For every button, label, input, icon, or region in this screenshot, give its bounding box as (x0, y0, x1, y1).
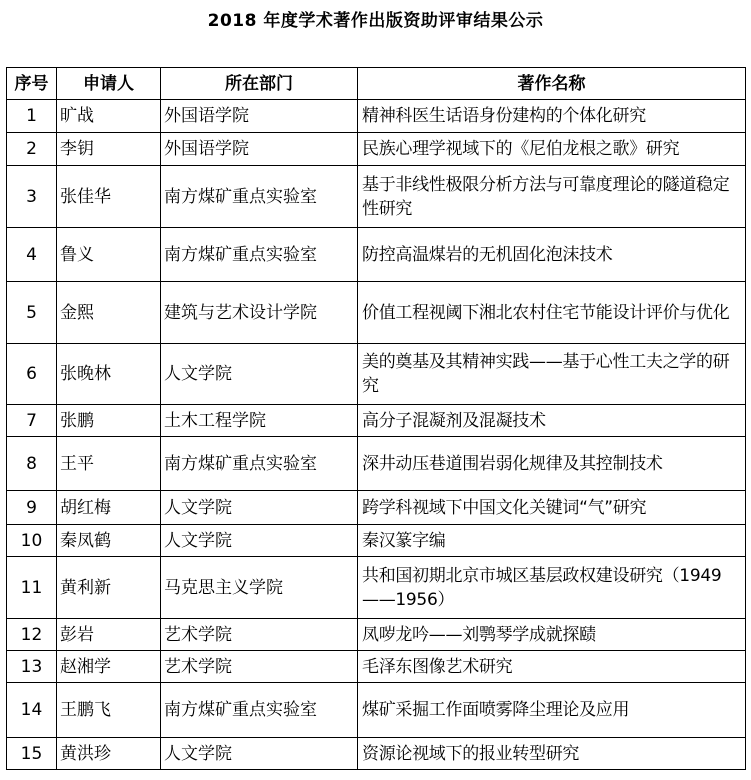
cell-no: 15 (7, 738, 57, 770)
cell-no: 8 (7, 437, 57, 491)
cell-work-title: 精神科医生话语身份建构的个体化研究 (358, 100, 746, 133)
cell-department: 南方煤矿重点实验室 (161, 166, 358, 228)
column-header-department: 所在部门 (161, 68, 358, 100)
table-row (7, 133, 746, 166)
cell-applicant: 黄洪珍 (57, 738, 161, 770)
cell-work-title: 美的奠基及其精神实践——基于心性工夫之学的研究 (358, 344, 746, 405)
cell-no: 5 (7, 282, 57, 344)
table-row (7, 651, 746, 683)
table-row (7, 683, 746, 738)
cell-work-title: 资源论视域下的报业转型研究 (358, 738, 746, 770)
cell-no: 7 (7, 405, 57, 437)
cell-department: 艺术学院 (161, 651, 358, 683)
table-row (7, 228, 746, 282)
cell-department: 人文学院 (161, 738, 358, 770)
cell-no: 3 (7, 166, 57, 228)
cell-applicant: 赵湘学 (57, 651, 161, 683)
cell-no: 6 (7, 344, 57, 405)
table-row (7, 344, 746, 405)
cell-applicant: 黄利新 (57, 557, 161, 619)
cell-work-title: 高分子混凝剂及混凝技术 (358, 405, 746, 437)
table-row (7, 100, 746, 133)
cell-work-title: 价值工程视阈下湘北农村住宅节能设计评价与优化 (358, 282, 746, 344)
cell-applicant: 张鹏 (57, 405, 161, 437)
cell-no: 4 (7, 228, 57, 282)
cell-work-title: 凤哕龙吟——刘鹗琴学成就探赜 (358, 619, 746, 651)
cell-no: 10 (7, 525, 57, 557)
table-row (7, 166, 746, 228)
cell-work-title: 基于非线性极限分析方法与可靠度理论的隧道稳定性研究 (358, 166, 746, 228)
column-header-no: 序号 (7, 68, 57, 100)
cell-no: 1 (7, 100, 57, 133)
cell-applicant: 彭岩 (57, 619, 161, 651)
cell-no: 14 (7, 683, 57, 738)
cell-work-title: 跨学科视域下中国文化关键词“气”研究 (358, 491, 746, 525)
cell-no: 12 (7, 619, 57, 651)
cell-work-title: 防控高温煤岩的无机固化泡沫技术 (358, 228, 746, 282)
column-header-applicant: 申请人 (57, 68, 161, 100)
page-title: 2018 年度学术著作出版资助评审结果公示 (207, 11, 544, 31)
results-table (6, 67, 746, 770)
cell-no: 2 (7, 133, 57, 166)
table-row (7, 738, 746, 770)
cell-applicant: 金熙 (57, 282, 161, 344)
table-row (7, 437, 746, 491)
cell-applicant: 李钥 (57, 133, 161, 166)
cell-department: 人文学院 (161, 525, 358, 557)
cell-work-title: 煤矿采掘工作面喷雾降尘理论及应用 (358, 683, 746, 738)
table-row (7, 525, 746, 557)
table-row (7, 557, 746, 619)
cell-applicant: 王鹏飞 (57, 683, 161, 738)
cell-applicant: 旷战 (57, 100, 161, 133)
cell-department: 人文学院 (161, 491, 358, 525)
cell-department: 南方煤矿重点实验室 (161, 437, 358, 491)
cell-applicant: 王平 (57, 437, 161, 491)
cell-applicant: 胡红梅 (57, 491, 161, 525)
cell-applicant: 张晚林 (57, 344, 161, 405)
cell-applicant: 鲁义 (57, 228, 161, 282)
cell-department: 马克思主义学院 (161, 557, 358, 619)
cell-department: 南方煤矿重点实验室 (161, 228, 358, 282)
cell-department: 土木工程学院 (161, 405, 358, 437)
table-row (7, 491, 746, 525)
cell-no: 11 (7, 557, 57, 619)
cell-department: 人文学院 (161, 344, 358, 405)
cell-department: 艺术学院 (161, 619, 358, 651)
column-header-work-title: 著作名称 (358, 68, 746, 100)
table-header-row (7, 68, 746, 100)
table-row (7, 619, 746, 651)
cell-no: 9 (7, 491, 57, 525)
cell-applicant: 张佳华 (57, 166, 161, 228)
cell-work-title: 共和国初期北京市城区基层政权建设研究（1949——1956） (358, 557, 746, 619)
cell-work-title: 深井动压巷道围岩弱化规律及其控制技术 (358, 437, 746, 491)
cell-no: 13 (7, 651, 57, 683)
cell-department: 建筑与艺术设计学院 (161, 282, 358, 344)
cell-work-title: 秦汉篆字编 (358, 525, 746, 557)
cell-work-title: 毛泽东图像艺术研究 (358, 651, 746, 683)
cell-work-title: 民族心理学视域下的《尼伯龙根之歌》研究 (358, 133, 746, 166)
table-row (7, 282, 746, 344)
cell-department: 南方煤矿重点实验室 (161, 683, 358, 738)
table-row (7, 405, 746, 437)
cell-department: 外国语学院 (161, 133, 358, 166)
cell-department: 外国语学院 (161, 100, 358, 133)
cell-applicant: 秦凤鹤 (57, 525, 161, 557)
